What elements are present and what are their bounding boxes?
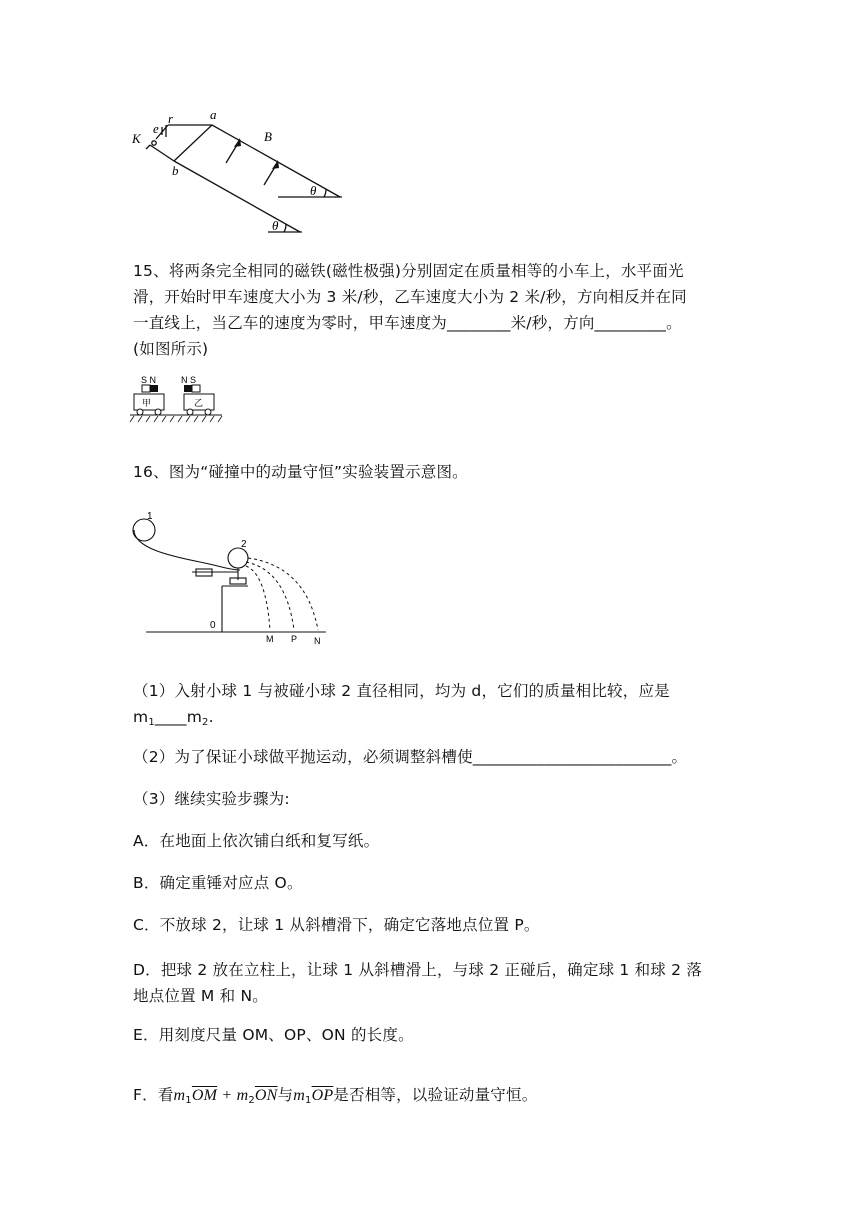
step-F-plus: + — [217, 1087, 237, 1104]
step-F-with: 与 — [277, 1086, 294, 1104]
point-P-label: P — [291, 634, 298, 644]
left-magnet-poles: S N — [141, 375, 157, 385]
ball-1-label: 1 — [147, 511, 153, 522]
label-e: e — [153, 121, 159, 136]
step-F — [133, 1082, 537, 1114]
label-b: b — [172, 163, 179, 178]
step-D-line2: 地点位置 M 和 N。 — [133, 987, 268, 1005]
step-F-OP: $\overline{OP}$ — [311, 1087, 334, 1104]
point-M-label: M — [266, 634, 274, 644]
point-O-label: 0 — [210, 620, 216, 631]
step-F-m2: m — [236, 1087, 249, 1104]
ball-2-label: 2 — [241, 539, 247, 550]
step-F-m1: m — [173, 1087, 186, 1104]
step-F-suffix: 是否相等，以验证动量守恒。 — [333, 1086, 538, 1104]
collision-apparatus-figure — [130, 508, 330, 650]
step-C: C．不放球 2，让球 1 从斜槽滑下，确定它落地点位置 P。 — [133, 916, 540, 934]
q15-line-4: (如图所示) — [133, 340, 209, 358]
rails-figure — [128, 105, 350, 240]
point-N-label: N — [314, 636, 321, 646]
q15-line-1: 15、将两条完全相同的磁铁(磁性极强)分别固定在质量相等的小车上，水平面光 — [133, 262, 684, 280]
m2-symbol: m — [186, 708, 202, 726]
label-theta-1: θ — [310, 183, 317, 198]
q16-part1-line2 — [133, 704, 214, 736]
label-r: r — [168, 111, 174, 126]
q15-line-2: 滑，开始时甲车速度大小为 3 米/秒，乙车速度大小为 2 米/秒，方向相反并在同 — [133, 288, 687, 306]
q16-part2: （2）为了保证小球做平抛运动，必须调整斜槽使_________________________。 — [133, 748, 688, 766]
label-B: B — [264, 129, 272, 144]
magnet-carts-figure — [128, 374, 224, 426]
m1-subscript: 1 — [148, 717, 155, 728]
step-F-m3-sub: 1 — [305, 1095, 312, 1106]
cart-jia-label: 甲 — [142, 398, 152, 408]
step-F-prefix: F．看 — [133, 1086, 174, 1104]
q16-part3: （3）继续实验步骤为: — [133, 790, 290, 808]
period: . — [208, 708, 214, 726]
right-magnet-poles: N S — [181, 375, 197, 385]
step-F-ON: $\overline{ON}$ — [254, 1087, 278, 1104]
step-F-OM: $\overline{OM}$ — [191, 1087, 218, 1104]
step-A: A．在地面上依次铺白纸和复写纸。 — [133, 832, 380, 850]
label-theta-2: θ — [272, 218, 279, 233]
label-K: K — [132, 131, 141, 146]
step-F-m2-sub: 2 — [248, 1095, 255, 1106]
q15-line-3: 一直线上，当乙车的速度为零时，甲车速度为________米/秒，方向_________。 — [133, 314, 682, 332]
m1-symbol: m — [133, 708, 149, 726]
cart-yi-label: 乙 — [194, 398, 204, 408]
step-F-m3: m — [293, 1087, 305, 1104]
q16-part1-line1: （1）入射小球 1 与被碰小球 2 直径相同，均为 d，它们的质量相比较，应是 — [133, 682, 670, 700]
q16-intro: 16、图为“碰撞中的动量守恒”实验装置示意图。 — [133, 463, 468, 481]
step-B: B．确定重锤对应点 O。 — [133, 874, 303, 892]
step-D-line1: D．把球 2 放在立柱上，让球 1 从斜槽滑上，与球 2 正碰后，确定球 1 和球 2 落 — [133, 961, 703, 979]
step-E: E．用刻度尺量 OM、OP、ON 的长度。 — [133, 1026, 414, 1044]
answer-blank: ____ — [154, 708, 187, 726]
label-a: a — [210, 107, 217, 122]
step-F-m1-sub: 1 — [185, 1095, 192, 1106]
m2-subscript: 2 — [202, 717, 209, 728]
